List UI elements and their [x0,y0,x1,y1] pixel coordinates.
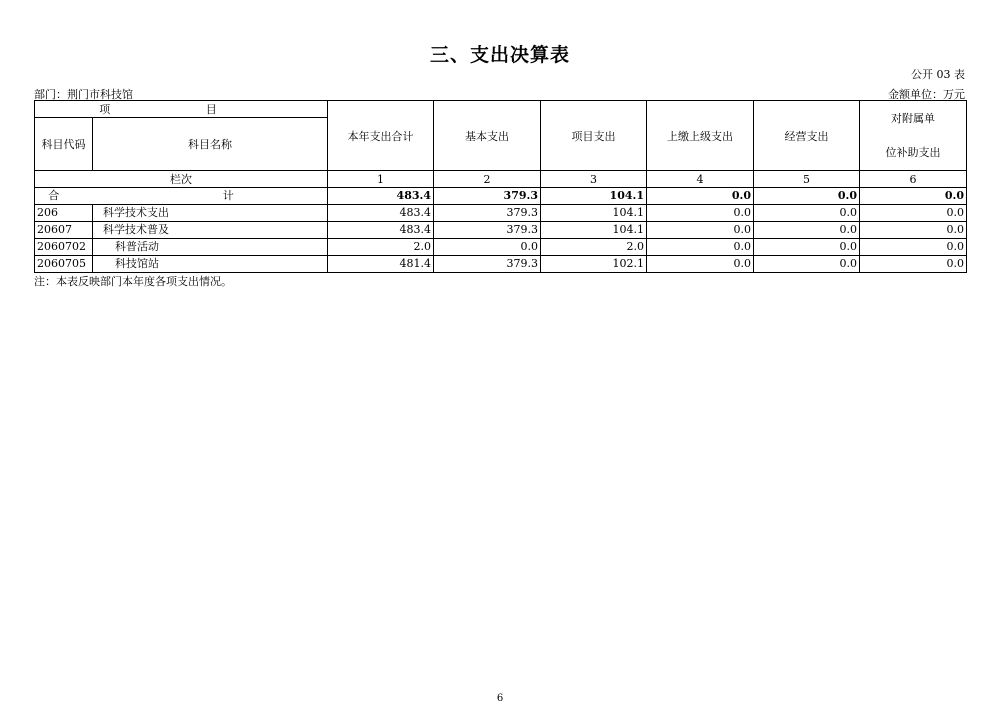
expenditure-table [34,100,967,273]
row-name: 科学技术普及 [93,222,328,239]
row-value: 0.0 [754,222,860,239]
total-value: 0.0 [647,188,754,205]
row-value: 0.0 [647,222,754,239]
header-col-4: 上缴上级支出 [647,101,754,171]
header-col-2: 基本支出 [434,101,541,171]
total-value: 0.0 [754,188,860,205]
row-name: 科普活动 [93,239,328,256]
total-value: 379.3 [434,188,541,205]
form-number: 公开 03 表 [911,68,965,81]
row-name: 科技馆站 [93,256,328,273]
header-col-1: 本年支出合计 [328,101,434,171]
row-value: 0.0 [860,205,967,222]
row-name: 科学技术支出 [93,205,328,222]
row-value: 0.0 [647,256,754,273]
header-col-6-line1: 对附属单 [891,111,935,125]
row-value: 379.3 [434,256,541,273]
total-value: 104.1 [541,188,647,205]
row-value: 104.1 [541,205,647,222]
row-value: 481.4 [328,256,434,273]
row-value: 0.0 [647,205,754,222]
col-num-3: 3 [541,171,647,188]
header-item: 项 目 [35,101,328,118]
total-label: 合 计 [35,188,328,205]
row-value: 483.4 [328,222,434,239]
report-title: 三、支出决算表 [429,44,570,66]
row-code: 2060705 [35,256,93,273]
total-value: 0.0 [860,188,967,205]
header-col-6 [860,101,967,171]
header-lanci: 栏次 [35,171,328,188]
col-num-4: 4 [647,171,754,188]
header-code: 科目代码 [35,118,93,171]
total-row [35,188,967,205]
col-num-2: 2 [434,171,541,188]
unit-label: 金额单位：万元 [888,88,965,101]
table-row [35,256,967,273]
total-value: 483.4 [328,188,434,205]
table-row [35,205,967,222]
row-value: 483.4 [328,205,434,222]
header-col-6-line2: 位补助支出 [885,145,941,159]
row-value: 379.3 [434,222,541,239]
col-num-1: 1 [328,171,434,188]
row-value: 0.0 [647,239,754,256]
table-note: 注：本表反映部门本年度各项支出情况。 [34,275,232,288]
department-label: 部门：荆门市科技馆 [34,88,133,101]
col-num-5: 5 [754,171,860,188]
row-value: 0.0 [754,205,860,222]
row-value: 2.0 [328,239,434,256]
page-number: 6 [496,693,504,704]
row-value: 0.0 [860,256,967,273]
row-value: 102.1 [541,256,647,273]
row-value: 379.3 [434,205,541,222]
table-row [35,222,967,239]
row-value: 0.0 [754,256,860,273]
header-col-5: 经营支出 [754,101,860,171]
row-code: 20607 [35,222,93,239]
row-value: 0.0 [754,239,860,256]
header-name: 科目名称 [93,118,328,171]
row-value: 0.0 [860,239,967,256]
header-col-3: 项目支出 [541,101,647,171]
row-value: 104.1 [541,222,647,239]
col-num-6: 6 [860,171,967,188]
row-value: 2.0 [541,239,647,256]
row-value: 0.0 [860,222,967,239]
row-code: 2060702 [35,239,93,256]
row-value: 0.0 [434,239,541,256]
row-code: 206 [35,205,93,222]
table-row [35,239,967,256]
